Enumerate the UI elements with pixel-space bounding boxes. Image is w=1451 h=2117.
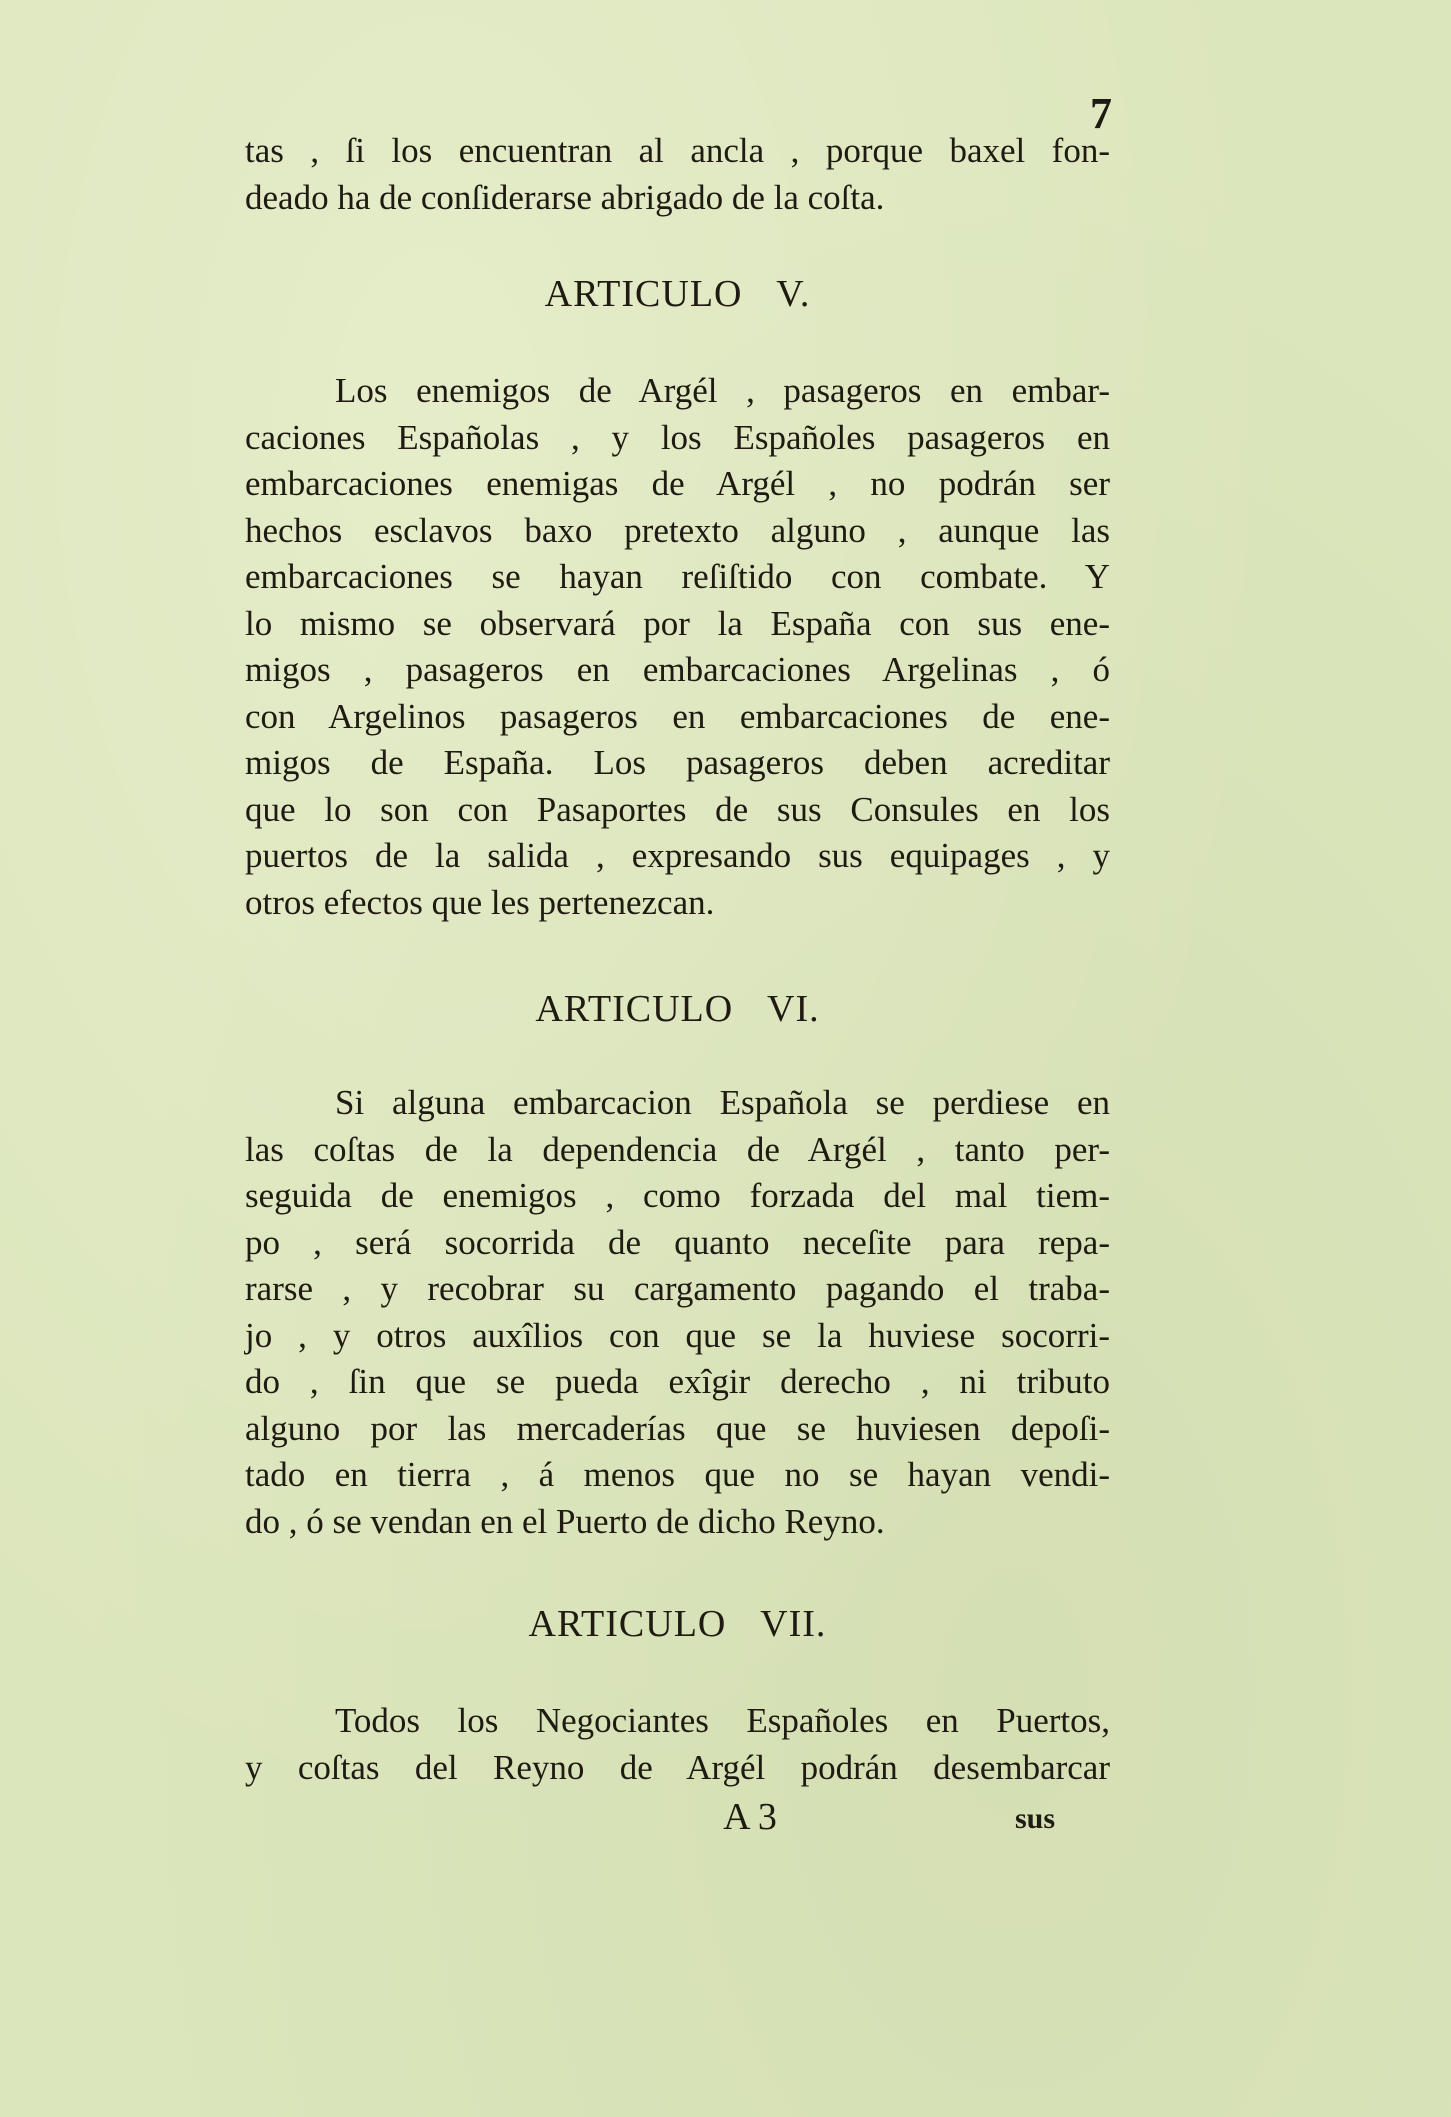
text-line: las coſtas de la dependencia de Argél , tanto per- — [245, 1129, 1110, 1169]
text-line: do , ó se vendan en el Puerto de dicho Reyno. — [245, 1501, 885, 1541]
article-5-heading: ARTICULO V. — [544, 273, 811, 315]
text-line: tas , ſi los encuentran al ancla , porque baxel fon- — [245, 131, 1110, 170]
intro-paragraph — [245, 128, 1110, 221]
text-line: deado ha de conſiderarse abrigado de la coſta. — [245, 177, 885, 217]
text-line: embarcaciones enemigas de Argél , no podrán ser — [245, 464, 1110, 503]
article-heading — [245, 275, 1110, 313]
article-5-paragraph — [245, 368, 1110, 926]
article-6-heading: ARTICULO VI. — [535, 988, 820, 1030]
article-7-paragraph — [245, 1698, 1110, 1791]
text-line: otros efectos que les pertenezcan. — [245, 882, 715, 922]
signature-mark: A 3 — [723, 1796, 777, 1838]
text-line: que lo son con Pasaportes de sus Consules en los — [245, 789, 1110, 829]
text-line: embarcaciones se hayan reſiſtido con combate. Y — [245, 557, 1110, 596]
catchword: sus — [1015, 1802, 1056, 1835]
text-line: jo , y otros auxîlios con que se la huviese socorri- — [245, 1315, 1110, 1355]
text-line: Si alguna embarcacion Española se perdiese en — [335, 1083, 1110, 1122]
text-line: migos de España. Los pasageros deben acreditar — [245, 743, 1110, 782]
article-heading — [245, 990, 1110, 1028]
text-line: caciones Españolas , y los Españoles pasageros en — [245, 417, 1110, 457]
text-line: y coſtas del Reyno de Argél podrán desembarcar — [245, 1747, 1110, 1787]
text-line: do , ſin que se pueda exîgir derecho , ni tributo — [245, 1362, 1110, 1401]
text-line: migos , pasageros en embarcaciones Argelinas , ó — [245, 650, 1110, 689]
text-line: lo mismo se observará por la España con sus ene- — [245, 603, 1110, 643]
article-7-heading: ARTICULO VII. — [528, 1603, 827, 1645]
text-line: Los enemigos de Argél , pasageros en embar- — [335, 371, 1110, 410]
text-line: Todos los Negociantes Españoles en Puertos, — [335, 1701, 1110, 1740]
text-line: seguida de enemigos , como forzada del mal tiem- — [245, 1176, 1110, 1215]
text-line: puertos de la salida , expresando sus equipages , y — [245, 836, 1110, 875]
text-line: con Argelinos pasageros en embarcaciones de ene- — [245, 696, 1110, 736]
page-number: 7 — [1090, 89, 1112, 138]
article-heading — [245, 1605, 1110, 1643]
article-6-paragraph — [245, 1080, 1110, 1545]
text-line: tado en tierra , á menos que no se hayan vendi- — [245, 1455, 1110, 1494]
text-line: po , será socorrida de quanto neceſite para repa- — [245, 1222, 1110, 1262]
text-line: hechos esclavos baxo pretexto alguno , aunque las — [245, 510, 1110, 550]
text-line: alguno por las mercaderías que se huviesen depoſi- — [245, 1408, 1110, 1448]
text-line: rarse , y recobrar su cargamento pagando el traba- — [245, 1269, 1110, 1308]
